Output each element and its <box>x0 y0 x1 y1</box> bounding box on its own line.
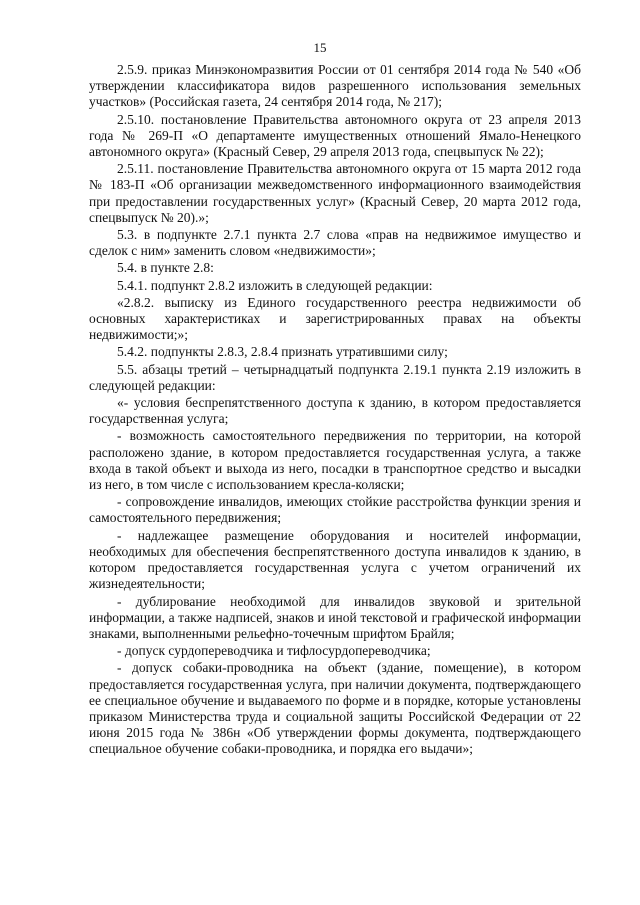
page-number: 15 <box>313 40 327 55</box>
paragraph-5-4-1: 5.4.1. подпункт 2.8.2 изложить в следующей редакции: <box>117 277 433 293</box>
paragraph-2-8-2-quote: «2.8.2. выписку из Единого государственного реестра недвижимости об основных характеристиках и зарегистрированных правах на объекты недвижимости;»; <box>89 294 581 343</box>
list-item-equipment: - надлежащее размещение оборудования и носителей информации, необходимых для обеспечения беспрепятственного доступа инвалидов к зданию, в котором предоставляется государственная услуга с учетом ограничений их жизнедеятельности; <box>89 527 581 592</box>
list-item-movement: - возможность самостоятельного передвижения по территории, на которой расположено здание, в котором предоставляется государственная услуга, а также входа в такой объект и выхода из него, посадки в транспортное средство и высадки из него, в том числе с использованием кресла-коляски; <box>89 428 581 493</box>
list-item-guide-dog: - допуск собаки-проводника на объект (здание, помещение), в котором предоставляется государственная услуга, при наличии документа, подтверждающего ее специальное обучение и выдаваемого по форме и в порядке, которые установлены приказом Министерства труда и социальной защиты Российской Федерации от 22 июня 2015 года № 386н «Об утверждении формы документа, подтверждающего специальное обучение собаки-проводника, и порядка его выдачи»; <box>89 660 581 757</box>
list-item-access-conditions: «- условия беспрепятственного доступа к зданию, в котором предоставляется государственная услуга; <box>89 395 581 427</box>
paragraph-5-3: 5.3. в подпункте 2.7.1 пункта 2.7 слова «прав на недвижимое имущество и сделок с ним» заменить словом «недвижимости»; <box>89 227 581 259</box>
paragraph-5-4: 5.4. в пункте 2.8: <box>117 260 214 276</box>
paragraph-5-4-2: 5.4.2. подпункты 2.8.3, 2.8.4 признать утратившими силу; <box>117 344 448 360</box>
list-item-braille: - дублирование необходимой для инвалидов звуковой и зрительной информации, а также надписей, знаков и иной текстовой и графической информации знаками, выполненными рельефно-точечным шрифтом Брайля; <box>89 593 581 641</box>
paragraph-2-5-9: 2.5.9. приказ Минэкономразвития России от 01 сентября 2014 года № 540 «Об утверждении классификатора видов разрешенного использования земельных участков» (Российская газета, 24 сентября 2014 года, № 217); <box>89 62 581 110</box>
document-body <box>89 62 581 758</box>
paragraph-2-5-11: 2.5.11. постановление Правительства автономного округа от 15 марта 2012 года № 183-П «Об организации межведомственного информационного взаимодействия при предоставлении государственных услуг» (Красный Север, 20 марта 2012 года, спецвыпуск № 20).»; <box>89 161 581 225</box>
paragraph-5-5: 5.5. абзацы третий – четырнадцатый подпункта 2.19.1 пункта 2.19 изложить в следующей редакции: <box>89 361 581 393</box>
paragraph-2-5-10: 2.5.10. постановление Правительства автономного округа от 23 апреля 2013 года № 269-П «О департаменте имущественных отношений Ямало-Ненецкого автономного округа» (Красный Север, 29 апреля 2013 года, спецвыпуск № 22); <box>89 111 581 160</box>
list-item-escort: - сопровождение инвалидов, имеющих стойкие расстройства функции зрения и самостоятельного передвижения; <box>89 494 581 526</box>
list-item-interpreter: - допуск сурдопереводчика и тифлосурдопереводчика; <box>117 643 431 659</box>
